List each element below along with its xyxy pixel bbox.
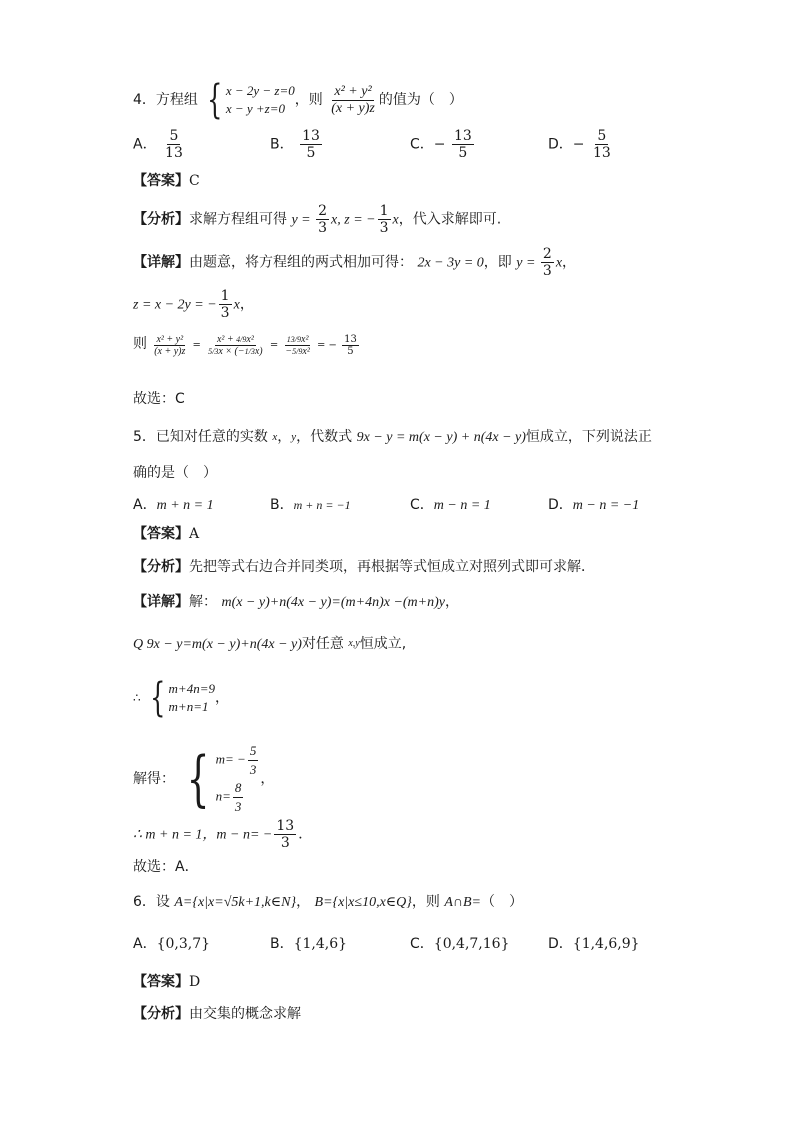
q4-detail-z: z = x − 2y = − $\frac{1}{3}$ x，	[133, 288, 254, 321]
q4-number: 4．	[133, 92, 156, 108]
q5-option-a: A．m + n = 1	[133, 497, 214, 513]
q4-answer: 【答案】C	[133, 173, 200, 189]
q6-option-a: A．{0,3,7}	[133, 936, 211, 952]
q6-option-c: C．{0,4,7,16}	[410, 936, 510, 952]
q5-conclusion: ∴ m + n = 1，m − n= − $\frac{13}{3}$ ．	[133, 818, 313, 851]
q4-option-b: B． $\frac{13}{5}$	[270, 128, 320, 161]
q6-number: 6．	[133, 894, 156, 910]
q5-option-c: C．m − n = 1	[410, 497, 491, 513]
q4-detail-evaluation: 则 $\frac{\text{x² + y²}}{(x + y)z}$ = $\frac{\text{x² + 4/9x²}}{5/3x \times (-1/3x)}$ = $\frac{\text{13/9x²}}{\text{−5/9x²}}$ = − $\frac{13}{5}$	[133, 334, 357, 357]
q6-option-d: D．{1,4,6,9}	[548, 936, 640, 952]
q6-stem: 6．设 A={x|x=√5k+1,k∈N}， B={x|x≤10,x∈Q}，则 A∩B=（ ）	[133, 894, 523, 910]
q5-option-d: D．m − n = −1	[548, 497, 640, 513]
q5-detail: 【详解】解： m(x − y)+n(4x − y)=(m+4n)x −(m+n)y，	[133, 594, 459, 610]
q5-stem-cont: 确的是（ ）	[133, 465, 217, 481]
q6-option-b: B．{1,4,6}	[270, 936, 348, 952]
q4-option-c: C．− $\frac{13}{5}$	[410, 128, 472, 161]
q4-stem: 4．方程组 { x − 2y − z=0 x − y +z=0 ，则 $\frac{\text{x² + y²}}{(x + y)z}$ 的值为（ ）	[133, 77, 463, 123]
q5-detail-system: ∴ { m+4n=9 m+n=1 ，	[133, 675, 229, 721]
q5-option-b: B．m + n = −1	[270, 497, 351, 513]
q5-stem: 5．已知对任意的实数 $^x$，$^y$，代数式 9x − y = m(x − y) + n(4x − y)恒成立，下列说法正	[133, 429, 652, 445]
q4-option-d: D．− $\frac{5}{13}$	[548, 128, 611, 161]
q4-detail: 【详解】由题意，将方程组的两式相加可得： 2x − 3y = 0，即 y = $\frac{2}{3}$ x，	[133, 246, 577, 279]
q5-detail-solution: 解得： { m= − $\frac{5}{3}$ n= $\frac{8}{3}$ ，	[133, 743, 275, 814]
q5-answer: 【答案】A	[133, 526, 200, 542]
q6-analysis: 【分析】由交集的概念求解	[133, 1006, 301, 1022]
q5-analysis: 【分析】先把等式右边合并同类项，再根据等式恒成立对照列式即可求解．	[133, 559, 595, 575]
q5-number: 5．	[133, 429, 156, 445]
q5-final: 故选：A．	[133, 859, 199, 875]
q4-final: 故选：C	[133, 391, 185, 407]
q4-option-a: A． $\frac{5}{13}$	[133, 128, 183, 161]
q6-answer: 【答案】D	[133, 974, 201, 990]
q4-equation-system: { x − 2y − z=0 x − y +z=0	[207, 77, 295, 123]
q4-expression-fraction: $\frac{\text{x² + y²}}{(x + y)z}$	[331, 83, 375, 116]
q4-analysis: 【分析】求解方程组可得 y = $\frac{2}{3}$ x, z = − $\frac{1}{3}$ x，代入求解即可.	[133, 203, 502, 236]
q5-detail-identity: Q 9x − y=m(x − y)+n(4x − y)对任意 $^{x,y}$恒成立,	[133, 636, 407, 652]
